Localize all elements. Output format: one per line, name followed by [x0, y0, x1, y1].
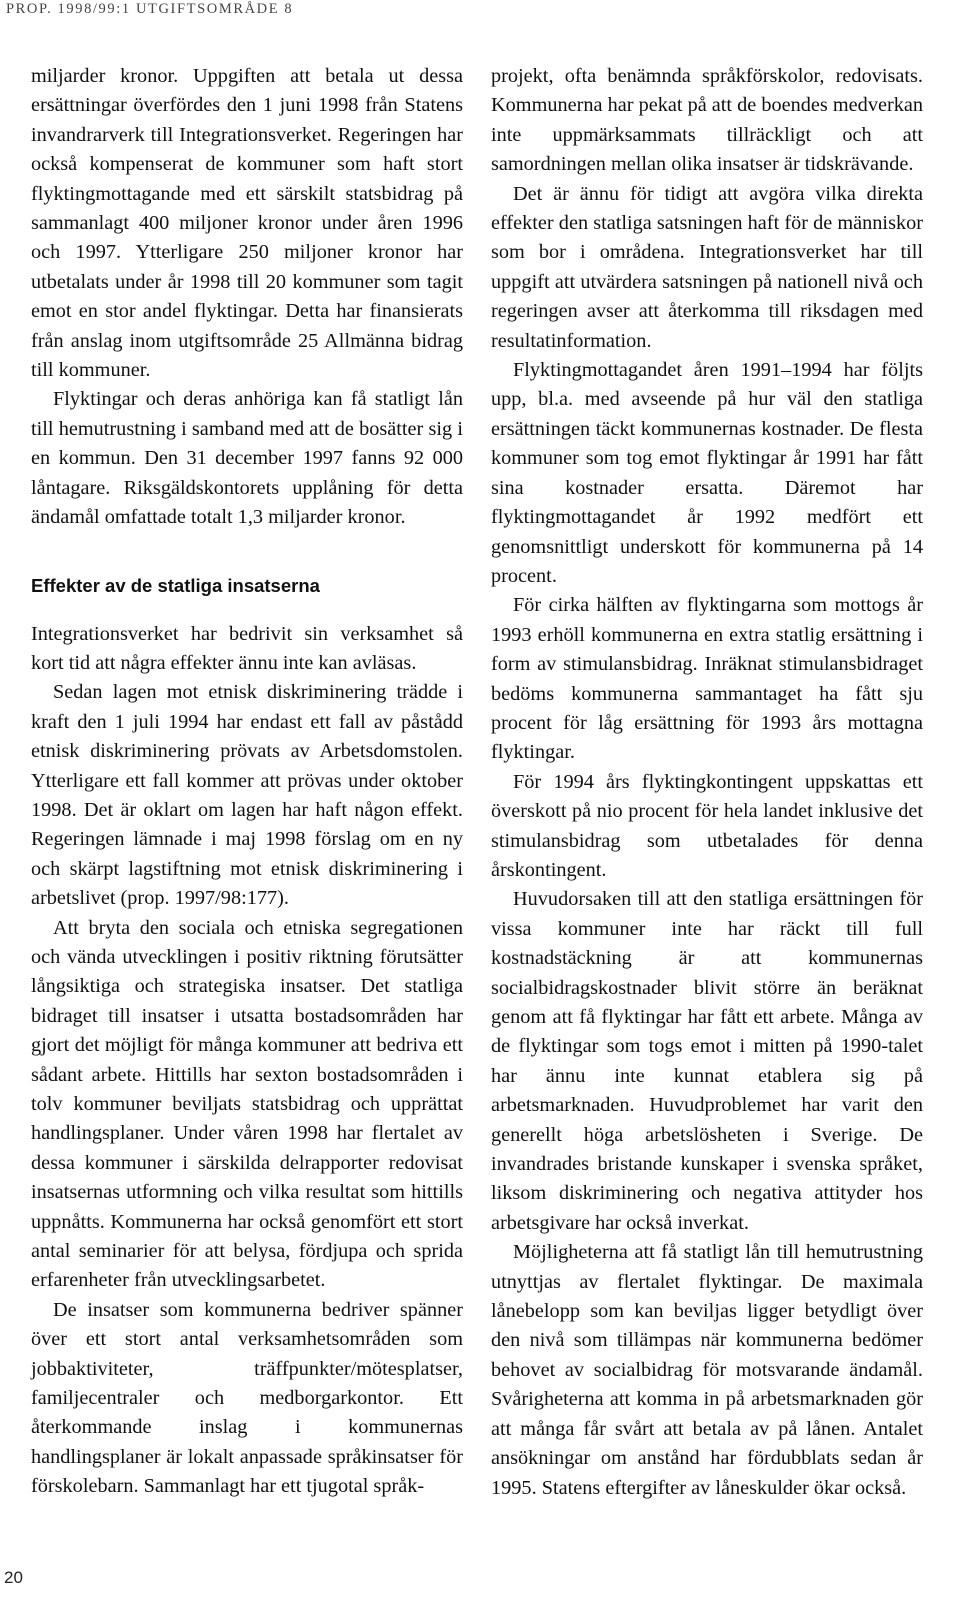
body-paragraph: Att bryta den sociala och etniska segregationen och vända utvecklingen i positiv riktning förutsätter långsiktiga och strategiska insatser. Det statliga bidraget till insatser i utsatta bostadsområden har gjort det möjligt för många kommuner att bedriva ett sådant arbete. Hittills har sexton bostadsområden i tolv kommuner beviljats statsbidrag och upprättat handlingsplaner. Under våren 1998 har flertalet av dessa kommuner i särskilda delrapporter redovisat insatsernas utformning och vilka resultat som hittills uppnåtts. Kommunerna har också genomfört ett stort antal seminarier för att belysa, fördjupa och sprida erfarenheter från utvecklingsarbetet. — [31, 916, 463, 1292]
body-paragraph: Flyktingar och deras anhöriga kan få statligt lån till hemutrustning i samband med att de bosätter sig i en kommun. Den 31 december 1997 fanns 92 000 låntagare. Riksgäldskontorets upplåning för detta ändamål omfattade totalt 1,3 miljarder kronor. — [31, 388, 463, 529]
left-column — [31, 62, 463, 1502]
body-paragraph: Sedan lagen mot etnisk diskriminering trädde i kraft den 1 juli 1994 har endast ett fall av påstådd etnisk diskriminering prövats av Arbetsdomstolen. Ytterligare ett fall kommer att prövas under oktober 1998. Det är oklart om lagen har haft någon effekt. Regeringen lämnade i maj 1998 förslag om en ny och skärpt lagstiftning mot etnisk diskriminering i arbetslivet (prop. 1997/98:177). — [31, 681, 463, 910]
body-paragraph: De insatser som kommunerna bedriver spänner över ett stort antal verksamhetsområden som jobbaktiviteter, träffpunkter/mötesplatser, familjecentraler och medborgarkontor. Ett återkommande inslag i kommunernas handlingsplaner är lokalt anpassade språkinsatser för förskolebarn. Sammanlagt har ett tjugotal språk- — [31, 1298, 463, 1498]
section-heading: Effekter av de statliga insatserna — [31, 574, 320, 596]
running-head: PROP. 1998/99:1 UTGIFTSOMRÅDE 8 — [6, 1, 294, 17]
body-paragraph: Integrationsverket har bedrivit sin verksamhet så kort tid att några effekter ännu inte kan avläsas. — [31, 622, 463, 674]
body-paragraph: miljarder kronor. Uppgiften att betala ut dessa ersättningar överfördes den 1 juni 1998 från Statens invandrarverk till Integrationsverket. Regeringen har också kompenserat de kommuner som haft stort flyktingmottagande med ett särskilt statsbidrag på sammanlagt 400 miljoner kronor under åren 1996 och 1997. Ytterligare 250 miljoner kronor har utbetalats under år 1998 till 20 kommuner som tagit emot en stor andel flyktingar. Detta har finansierats från anslag inom utgiftsområde 25 Allmänna bidrag till kommuner. — [31, 65, 463, 382]
body-paragraph: Huvudorsaken till att den statliga ersättningen för vissa kommuner inte har räckt till full kostnadstäckning är att kommunernas socialbidragskostnader blivit större än beräknat genom att få flyktingar har fått ett arbete. Många av de flyktingar som togs emot i mitten på 1990-talet har ännu inte kunnat etablera sig på arbetsmarknaden. Huvudproblemet har varit den generellt höga arbetslösheten i Sverige. De invandrades bristande kunskaper i svenska språket, liksom diskriminering och negativa attityder hos arbetsgivare har också inverkat. — [491, 888, 923, 1234]
body-paragraph: För cirka hälften av flyktingarna som mottogs år 1993 erhöll kommunerna en extra statlig ersättning i form av stimulansbidrag. Inräknat stimulansbidraget bedöms kommunerna sammantaget ha fått sju procent för låg ersättning för 1993 års mottagna flyktingar. — [491, 594, 923, 764]
body-paragraph: Det är ännu för tidigt att avgöra vilka direkta effekter den statliga satsningen haft för de människor som bor i områdena. Integrationsverket har till uppgift att utvärdera satsningen på nationell nivå och regeringen avser att återkomma till riksdagen med resultatinformation. — [491, 182, 923, 352]
body-paragraph: Möjligheterna att få statligt lån till hemutrustning utnyttjas av flertalet flyktingar. De maximala lånebelopp som kan beviljas ligger betydligt över den nivå som tillämpas när kommunerna bedömer behovet av socialbidrag för motsvarande ändamål. Svårigheterna att komma in på arbetsmarknaden gör att många får svårt att betala av på lånen. Antalet ansökningar om anstånd har fördubblats sedan år 1995. Statens eftergifter av låneskulder ökar också. — [491, 1241, 923, 1499]
body-paragraph: projekt, ofta benämnda språkförskolor, redovisats. Kommunerna har pekat på att de boendes medverkan inte uppmärksammats tillräckligt och att samordningen mellan olika insatser är tidskrävande. — [491, 65, 923, 176]
body-paragraph: Flyktingmottagandet åren 1991–1994 har följts upp, bl.a. med avseende på hur väl den statliga ersättningen täckt kommunernas kostnader. De flesta kommuner som tog emot flyktingar år 1991 har fått sina kostnader ersatta. Däremot har flyktingmottagandet år 1992 medfört ett genomsnittligt underskott för kommunerna på 14 procent. — [491, 359, 923, 587]
right-column — [491, 62, 923, 1503]
page-number: 20 — [4, 1568, 23, 1587]
body-paragraph: För 1994 års flyktingkontingent uppskattas ett överskott på nio procent för hela landet inklusive det stimulansbidrag som utbetalades för denna årskontingent. — [491, 770, 923, 881]
